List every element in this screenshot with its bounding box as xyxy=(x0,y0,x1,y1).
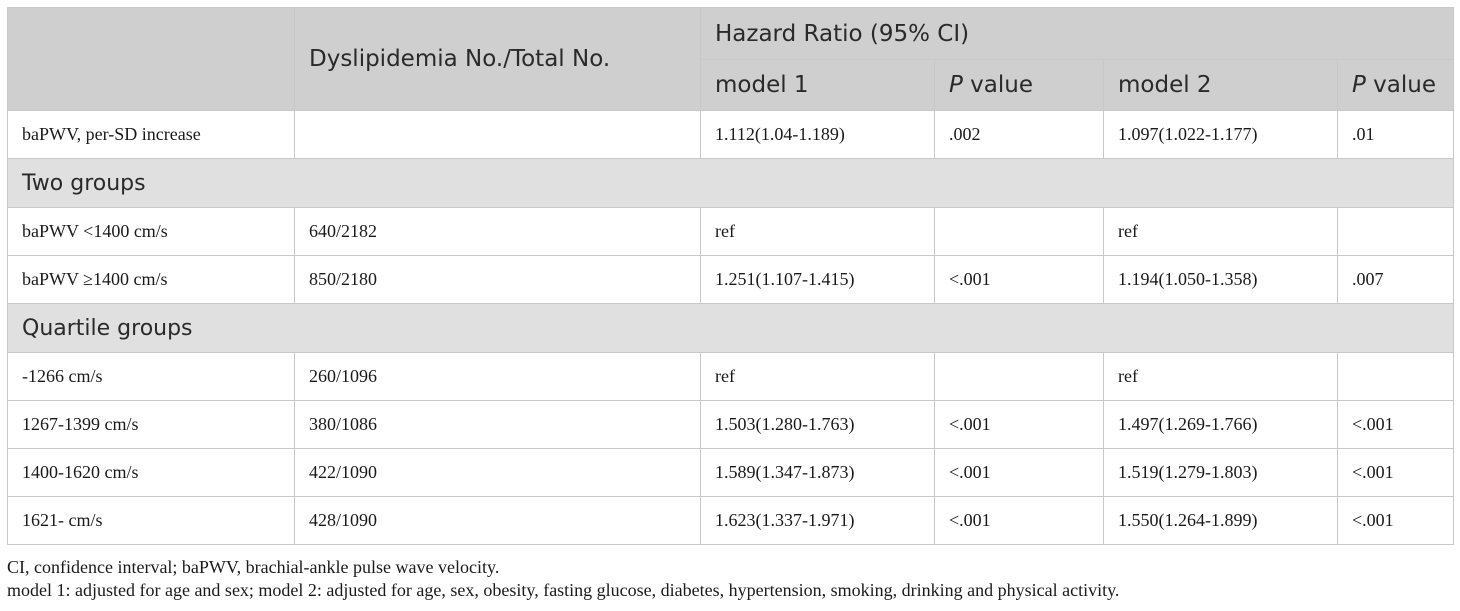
footnote-abbreviations: CI, confidence interval; baPWV, brachial-ankle pulse wave velocity. xyxy=(7,557,500,577)
model-2-p: <.001 xyxy=(1338,449,1454,497)
model-1-hr: 1.589(1.347-1.873) xyxy=(701,449,935,497)
model-1-hr: 1.623(1.337-1.971) xyxy=(701,497,935,545)
model-1-p xyxy=(935,353,1104,401)
dyslipidemia-count: 850/2180 xyxy=(295,256,701,304)
header-empty-cell xyxy=(8,8,295,111)
header-model-1: model 1 xyxy=(701,60,935,111)
model-2-hr: 1.519(1.279-1.803) xyxy=(1104,449,1338,497)
model-2-p: <.001 xyxy=(1338,401,1454,449)
p-value-text: value xyxy=(962,72,1034,98)
dyslipidemia-count: 260/1096 xyxy=(295,353,701,401)
model-2-hr: 1.550(1.264-1.899) xyxy=(1104,497,1338,545)
footnote-models: model 1: adjusted for age and sex; model 2: adjusted for age, sex, obesity, fasting glucose, diabetes, hypertension, smoking, drinking and physical activity. xyxy=(7,580,1120,600)
row-label: 1400-1620 cm/s xyxy=(8,449,295,497)
table-row xyxy=(8,497,1454,545)
model-1-p: <.001 xyxy=(935,497,1104,545)
model-1-p xyxy=(935,208,1104,256)
section-quartile-groups: Quartile groups xyxy=(8,304,1454,353)
model-2-hr: ref xyxy=(1104,353,1338,401)
model-2-hr: 1.097(1.022-1.177) xyxy=(1104,111,1338,159)
model-1-hr: ref xyxy=(701,353,935,401)
model-2-hr: 1.194(1.050-1.358) xyxy=(1104,256,1338,304)
row-label: 1621- cm/s xyxy=(8,497,295,545)
dyslipidemia-count: 422/1090 xyxy=(295,449,701,497)
row-label: -1266 cm/s xyxy=(8,353,295,401)
model-1-p: <.001 xyxy=(935,401,1104,449)
table-row xyxy=(8,256,1454,304)
table-row xyxy=(8,353,1454,401)
model-2-hr: 1.497(1.269-1.766) xyxy=(1104,401,1338,449)
model-1-hr: 1.112(1.04-1.189) xyxy=(701,111,935,159)
model-1-hr: 1.503(1.280-1.763) xyxy=(701,401,935,449)
table-row xyxy=(8,449,1454,497)
header-model-2: model 2 xyxy=(1104,60,1338,111)
row-label: baPWV, per-SD increase xyxy=(8,111,295,159)
header-row-1 xyxy=(8,8,1454,60)
table-footnotes xyxy=(7,556,1119,602)
header-p-value-1 xyxy=(935,60,1104,111)
model-2-p: .01 xyxy=(1338,111,1454,159)
dyslipidemia-count xyxy=(295,111,701,159)
header-hazard-ratio: Hazard Ratio (95% CI) xyxy=(701,8,1454,60)
model-1-p: <.001 xyxy=(935,256,1104,304)
row-label: baPWV ≥1400 cm/s xyxy=(8,256,295,304)
model-1-p: <.001 xyxy=(935,449,1104,497)
section-two-groups: Two groups xyxy=(8,159,1454,208)
hazard-ratio-table xyxy=(7,7,1454,545)
p-symbol: P xyxy=(1352,72,1366,98)
model-2-p xyxy=(1338,208,1454,256)
row-label: 1267-1399 cm/s xyxy=(8,401,295,449)
model-2-p: .007 xyxy=(1338,256,1454,304)
header-p-value-2 xyxy=(1338,60,1454,111)
model-2-hr: ref xyxy=(1104,208,1338,256)
p-value-text: value xyxy=(1365,72,1437,98)
model-2-p xyxy=(1338,353,1454,401)
section-row xyxy=(8,159,1454,208)
header-dyslipidemia: Dyslipidemia No./Total No. xyxy=(295,8,701,111)
dyslipidemia-count: 428/1090 xyxy=(295,497,701,545)
table-row xyxy=(8,401,1454,449)
section-row xyxy=(8,304,1454,353)
p-symbol: P xyxy=(949,72,963,98)
model-1-hr: 1.251(1.107-1.415) xyxy=(701,256,935,304)
row-label: baPWV <1400 cm/s xyxy=(8,208,295,256)
table-row xyxy=(8,111,1454,159)
model-1-hr: ref xyxy=(701,208,935,256)
table-row xyxy=(8,208,1454,256)
dyslipidemia-count: 640/2182 xyxy=(295,208,701,256)
model-1-p: .002 xyxy=(935,111,1104,159)
dyslipidemia-count: 380/1086 xyxy=(295,401,701,449)
model-2-p: <.001 xyxy=(1338,497,1454,545)
